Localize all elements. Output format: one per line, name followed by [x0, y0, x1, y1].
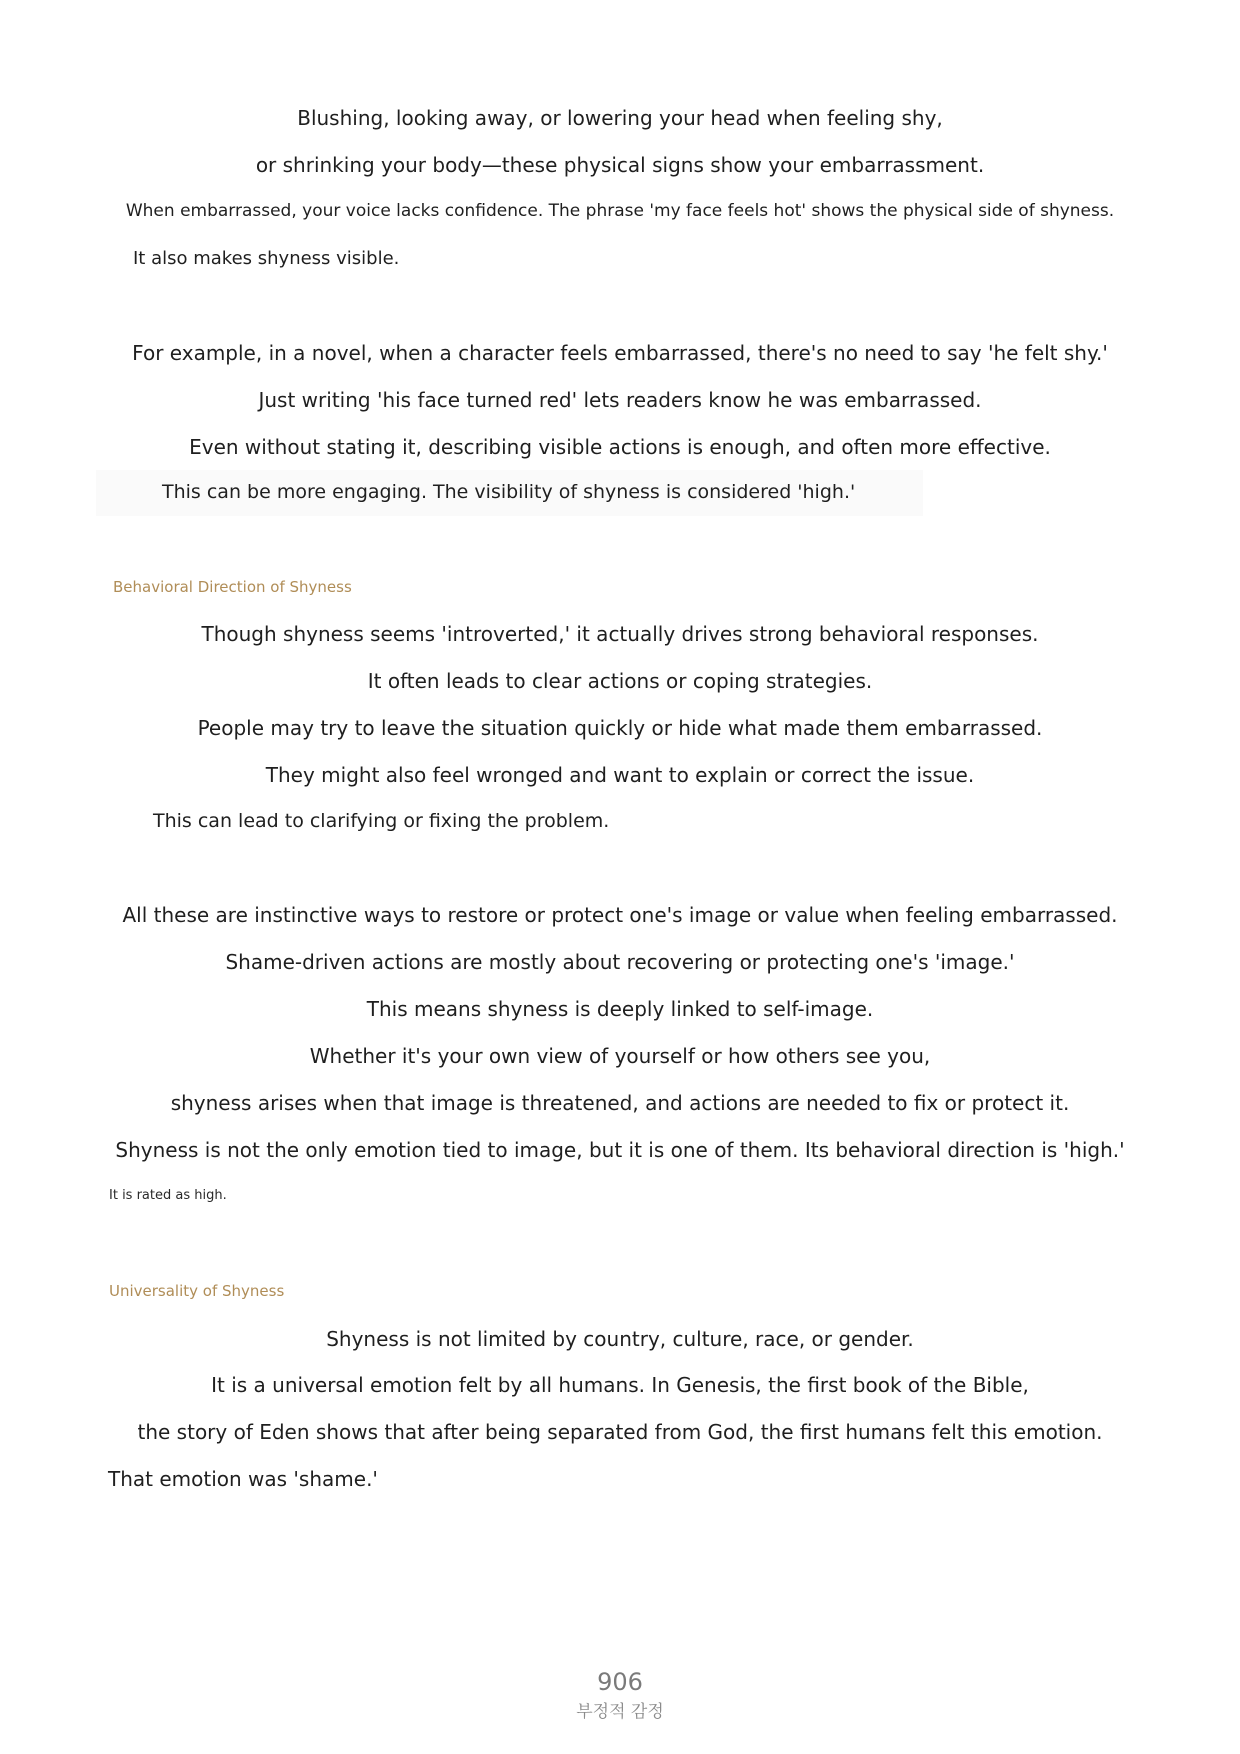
paragraph-line: Just writing 'his face turned red' lets readers know he was embarrassed. [258, 388, 982, 412]
paragraph-line: It is rated as high. [109, 1188, 227, 1203]
paragraph-line: It also makes shyness visible. [133, 248, 400, 269]
paragraph-line: For example, in a novel, when a character feels embarrassed, there's no need to say 'he felt shy.' [132, 341, 1108, 365]
page-number: 906 [597, 1668, 643, 1696]
section-heading: Behavioral Direction of Shyness [113, 578, 352, 596]
paragraph-line: the story of Eden shows that after being separated from God, the first humans felt this emotion. [137, 1420, 1103, 1444]
paragraph-line: Shame-driven actions are mostly about recovering or protecting one's 'image.' [225, 950, 1015, 974]
chapter-name: 부정적 감정 [576, 1702, 664, 1722]
paragraph-line: People may try to leave the situation quickly or hide what made them embarrassed. [197, 716, 1043, 740]
paragraph-line: All these are instinctive ways to restore or protect one's image or value when feeling embarrassed. [122, 903, 1118, 927]
paragraph-line: Though shyness seems 'introverted,' it actually drives strong behavioral responses. [201, 622, 1039, 646]
paragraph-line: When embarrassed, your voice lacks confidence. The phrase 'my face feels hot' shows the physical side of shyness. [125, 201, 1115, 221]
paragraph-line: Even without stating it, describing visible actions is enough, and often more effective. [189, 435, 1051, 459]
paragraph-line: Blushing, looking away, or lowering your head when feeling shy, [297, 106, 943, 130]
paragraph-line: Shyness is not the only emotion tied to image, but it is one of them. Its behavioral direction is 'high.' [115, 1138, 1125, 1162]
paragraph-line: Shyness is not limited by country, culture, race, or gender. [326, 1327, 914, 1351]
paragraph-line: It is a universal emotion felt by all humans. In Genesis, the first book of the Bible, [211, 1373, 1029, 1397]
paragraph-line: or shrinking your body—these physical signs show your embarrassment. [255, 153, 985, 177]
paragraph-line: This means shyness is deeply linked to self-image. [366, 997, 874, 1021]
paragraph-line: This can be more engaging. The visibility of shyness is considered 'high.' [162, 481, 856, 503]
paragraph-line: They might also feel wronged and want to explain or correct the issue. [265, 763, 975, 787]
section-heading: Universality of Shyness [109, 1282, 285, 1300]
paragraph-line: Whether it's your own view of yourself or how others see you, [309, 1044, 931, 1068]
paragraph-line: That emotion was 'shame.' [108, 1467, 378, 1491]
paragraph-line: shyness arises when that image is threatened, and actions are needed to fix or protect it. [170, 1091, 1070, 1115]
paragraph-line: It often leads to clear actions or coping strategies. [367, 669, 873, 693]
paragraph-line: This can lead to clarifying or fixing the problem. [153, 810, 610, 832]
